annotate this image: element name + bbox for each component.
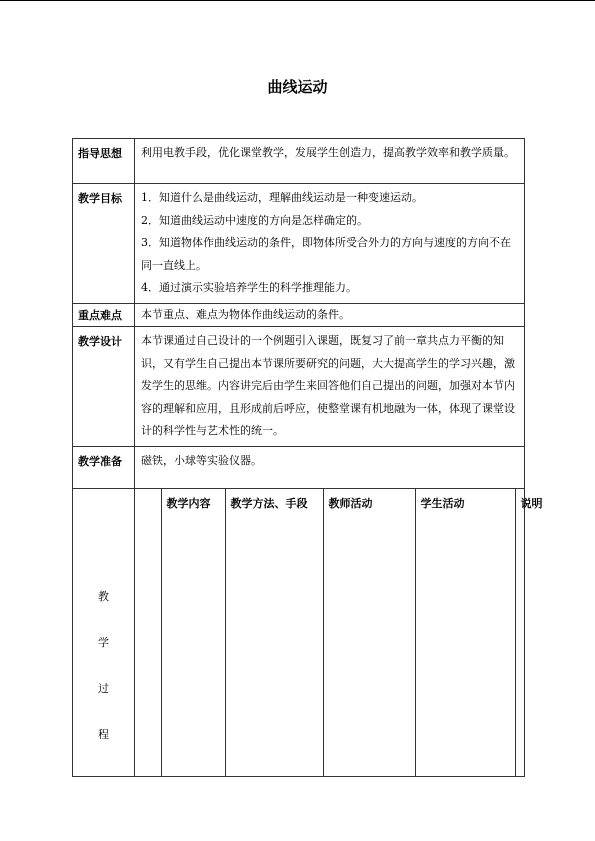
objectives-list	[135, 184, 525, 304]
preparation-text-content: 磁铁，小球等实验仪器。	[141, 453, 262, 467]
row-guiding	[73, 139, 525, 184]
process-grid-cell	[135, 488, 543, 776]
process-grid	[135, 489, 591, 776]
keypoints-text-content: 本节重点、难点为物体作曲线运动的条件。	[141, 307, 350, 321]
design-label: 教学设计	[73, 327, 135, 447]
header-method: 教学方法、手段	[225, 489, 323, 776]
preparation-text	[135, 446, 525, 488]
objective-item-3: 3．知道物体作曲线运动的条件，即物体所受合外力的方向与速度的方向不在同一直线上。	[141, 236, 511, 272]
top-rule	[0, 0, 595, 1]
process-char-1: 教	[98, 590, 109, 603]
row-objectives	[73, 184, 525, 304]
keypoints-text	[135, 303, 525, 327]
guiding-label: 指导思想	[73, 139, 135, 184]
objective-item-2: 2．知道曲线运动中速度的方向是怎样确定的。	[141, 213, 368, 227]
header-notes: 说明	[515, 489, 591, 776]
process-char-3: 过	[98, 682, 109, 695]
row-process	[73, 488, 525, 776]
row-design	[73, 327, 525, 447]
preparation-label: 教学准备	[73, 446, 135, 488]
process-spacer	[135, 489, 161, 776]
objective-item-1: 1．知道什么是曲线运动，理解曲线运动是一种变速运动。	[141, 191, 423, 204]
page-title: 曲线运动	[267, 78, 328, 96]
lesson-plan-table	[72, 138, 543, 777]
process-side-label	[73, 488, 135, 776]
row-keypoints	[73, 303, 525, 327]
header-teacher: 教师活动	[323, 489, 415, 776]
header-student: 学生活动	[415, 489, 515, 776]
guiding-text	[135, 139, 525, 184]
objective-item-4: 4．通过演示实验培养学生的科学推理能力。	[141, 281, 357, 294]
header-content: 教学内容	[161, 489, 225, 776]
keypoints-label: 重点难点	[73, 303, 135, 327]
process-char-4: 程	[98, 728, 109, 741]
objectives-label: 教学目标	[73, 184, 135, 304]
design-text-content: 本节课通过自己设计的一个例题引入课题，既复习了前一章共点力平衡的知识，又有学生自己提出本节课所要研究的问题，大大提高学生的学习兴趣，激发学生的思维。内容讲完后由学生来回答他们自己提出的问题，加强对本节内容的理解和应用，且形成前后呼应，使整堂课有机地融为一体，体现了课堂设计的科学性与艺术性的统一。	[141, 334, 515, 437]
design-text	[135, 327, 525, 447]
row-preparation	[73, 446, 525, 488]
guiding-text-content: 利用电教手段，优化课堂教学，发展学生创造力，提高教学效率和教学质量。	[141, 146, 515, 159]
process-char-2: 学	[98, 636, 109, 649]
